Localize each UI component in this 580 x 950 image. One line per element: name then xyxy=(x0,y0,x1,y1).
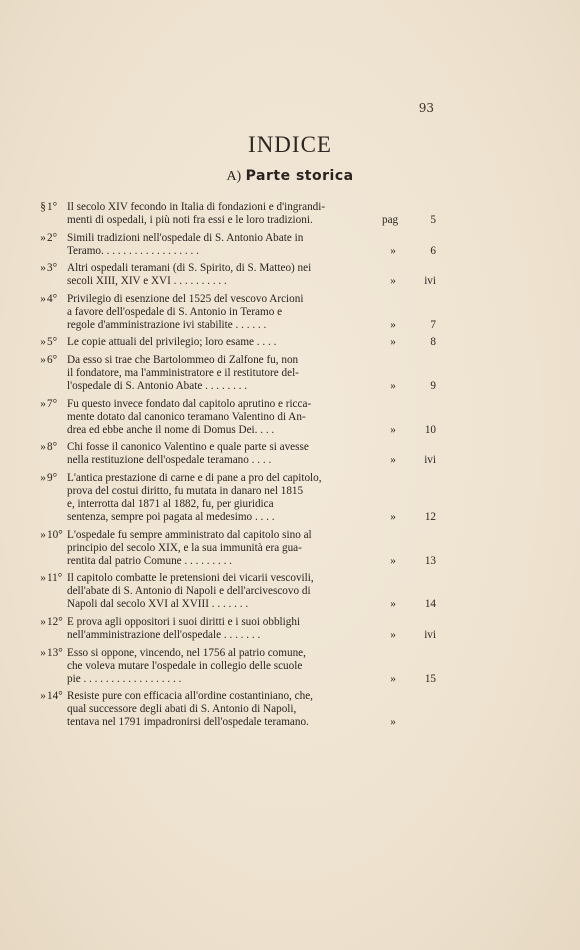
entry-page-number: ivi xyxy=(424,275,436,288)
entry-text: Altri ospedali teramani (di S. Spirito, di S. Matteo) nei xyxy=(67,262,312,275)
entry-number: 8° xyxy=(47,441,58,454)
toc-line xyxy=(36,485,436,498)
toc-line xyxy=(36,690,436,703)
toc-line xyxy=(36,629,436,642)
section-mark: » xyxy=(40,615,46,628)
entry-text: Chi fosse il canonico Valentino e quale parte si avesse xyxy=(67,441,309,454)
table-of-contents xyxy=(36,201,436,734)
entry-text: Esso si oppone, vincendo, nel 1756 al patrio comune, xyxy=(67,646,306,659)
toc-line xyxy=(36,598,436,611)
entry-page-number: 6 xyxy=(430,244,436,257)
entry-text: Resiste pure con efficacia all'ordine costantiniano, che, xyxy=(67,690,313,703)
ditto-mark: » xyxy=(390,275,396,288)
toc-line xyxy=(36,354,436,367)
entry-page-number: 12 xyxy=(424,511,436,524)
toc-line xyxy=(36,398,436,411)
entry-text: a favore dell'ospedale di S. Antonio in Teramo e xyxy=(67,305,283,318)
ditto-mark: » xyxy=(390,318,396,331)
entry-number: 4° xyxy=(47,292,58,305)
toc-line xyxy=(36,703,436,716)
toc-line xyxy=(36,572,436,585)
entry-page-number: 13 xyxy=(424,554,436,567)
entry-text: nella restituzione dell'ospedale teramano . . . . xyxy=(67,454,272,467)
toc-line xyxy=(36,716,436,729)
section-mark: » xyxy=(40,397,46,410)
toc-entry xyxy=(36,572,436,611)
entry-text: che voleva mutare l'ospedale in collegio delle scuole xyxy=(67,659,303,672)
entry-text: Napoli dal secolo XVI al XVIII . . . . . . . xyxy=(67,598,249,611)
ditto-mark: » xyxy=(390,454,396,467)
entry-text: nell'amministrazione dell'ospedale . . . . . . . xyxy=(67,629,261,642)
toc-entry xyxy=(36,647,436,686)
toc-entry xyxy=(36,441,436,467)
ditto-mark: » xyxy=(390,511,396,524)
toc-line xyxy=(36,232,436,245)
toc-line xyxy=(36,555,436,568)
entry-number: 3° xyxy=(47,262,58,275)
entry-text: pie . . . . . . . . . . . . . . . . . . xyxy=(67,672,182,685)
entry-text: menti di ospedali, i più noti fra essi e le loro tradizioni. xyxy=(67,214,313,227)
entry-text: prova del costui diritto, fu mutata in danaro nel 1815 xyxy=(67,484,304,497)
entry-text: qual successore degli abati di S. Antonio di Napoli, xyxy=(67,703,297,716)
entry-number: 5° xyxy=(47,336,58,349)
toc-line xyxy=(36,245,436,258)
toc-line xyxy=(36,647,436,660)
entry-number: 1° xyxy=(47,201,58,213)
entry-number: 7° xyxy=(47,397,58,410)
section-heading xyxy=(0,168,580,185)
toc-line xyxy=(36,214,436,227)
toc-line xyxy=(36,319,436,332)
entry-number: 12° xyxy=(47,615,63,628)
ditto-mark: » xyxy=(390,629,396,642)
entry-text: E prova agli oppositori i suoi diritti e i suoi obblighi xyxy=(67,615,301,628)
toc-entry xyxy=(36,472,436,524)
entry-text: tentava nel 1791 impadronirsi dell'ospedale teramano. xyxy=(67,716,309,729)
section-mark: » xyxy=(40,471,46,484)
entry-page-number: 5 xyxy=(430,214,436,227)
toc-line xyxy=(36,293,436,306)
toc-line xyxy=(36,367,436,380)
entry-page-number: ivi xyxy=(424,629,436,642)
toc-line xyxy=(36,472,436,485)
page-number: 93 xyxy=(418,101,434,115)
toc-line xyxy=(36,201,436,214)
entry-number: 11° xyxy=(47,572,63,585)
toc-line xyxy=(36,306,436,319)
entry-page-number: 15 xyxy=(424,672,436,685)
toc-entry xyxy=(36,398,436,437)
toc-line xyxy=(36,660,436,673)
section-label: Parte storica xyxy=(245,168,354,184)
entry-page-number: 10 xyxy=(424,423,436,436)
toc-line xyxy=(36,585,436,598)
section-mark: » xyxy=(40,231,46,244)
entry-text: l'ospedale di S. Antonio Abate . . . . . . . . xyxy=(67,380,248,393)
section-mark: » xyxy=(40,646,46,659)
entry-text: Simili tradizioni nell'ospedale di S. Antonio Abate in xyxy=(67,231,304,244)
entry-number: 9° xyxy=(47,471,58,484)
toc-entry xyxy=(36,232,436,258)
toc-entry xyxy=(36,336,436,349)
toc-entry xyxy=(36,616,436,642)
entry-text: sentenza, sempre poi pagata al medesimo . . . . xyxy=(67,511,275,524)
section-mark: § xyxy=(40,201,46,213)
section-letter: A) xyxy=(226,169,242,184)
ditto-mark: » xyxy=(390,598,396,611)
toc-entry xyxy=(36,262,436,288)
section-mark: » xyxy=(40,572,46,585)
entry-text: rentita dal patrio Comune . . . . . . . . . xyxy=(67,554,232,567)
section-mark: » xyxy=(40,528,46,541)
toc-line xyxy=(36,616,436,629)
entry-page-number: 8 xyxy=(430,336,436,349)
entry-page-number: 9 xyxy=(430,380,436,393)
section-mark: » xyxy=(40,292,46,305)
ditto-mark: » xyxy=(390,380,396,393)
toc-line xyxy=(36,454,436,467)
entry-text: Privilegio di esenzione del 1525 del vescovo Arcioni xyxy=(67,292,304,305)
entry-text: drea ed ebbe anche il nome di Domus Dei. . . . xyxy=(67,423,275,436)
toc-line xyxy=(36,511,436,524)
entry-text: mente dotato dal canonico teramano Valentino di An- xyxy=(67,410,306,423)
entry-number: 10° xyxy=(47,528,63,541)
toc-line xyxy=(36,542,436,555)
page-title: INDICE xyxy=(248,132,332,157)
toc-line xyxy=(36,424,436,437)
entry-text: Fu questo invece fondato dal capitolo aprutino e ricca- xyxy=(67,397,312,410)
toc-line xyxy=(36,441,436,454)
section-mark: » xyxy=(40,353,46,366)
toc-entry xyxy=(36,690,436,729)
entry-text: secoli XIII, XIV e XVI . . . . . . . . . . xyxy=(67,275,227,288)
entry-text: Teramo. . . . . . . . . . . . . . . . . . xyxy=(67,244,199,257)
entry-text: Le copie attuali del privilegio; loro esame . . . . xyxy=(67,336,277,349)
entry-text: Il secolo XIV fecondo in Italia di fondazioni e d'ingrandi- xyxy=(67,201,326,213)
section-mark: » xyxy=(40,262,46,275)
entry-text: Il capitolo combatte le pretensioni dei vicarii vescovili, xyxy=(67,572,314,585)
toc-entry xyxy=(36,354,436,393)
toc-line xyxy=(36,262,436,275)
ditto-mark: » xyxy=(390,672,396,685)
entry-page-number: 7 xyxy=(430,318,436,331)
toc-entry xyxy=(36,201,436,227)
toc-line xyxy=(36,498,436,511)
entry-page-number: ivi xyxy=(424,454,436,467)
entry-number: 2° xyxy=(47,231,58,244)
entry-text: il fondatore, ma l'amministratore e il restitutore del- xyxy=(67,366,299,379)
entry-text: Da esso si trae che Bartolommeo di Zalfone fu, non xyxy=(67,353,299,366)
entry-number: 14° xyxy=(47,690,63,703)
section-mark: » xyxy=(40,690,46,703)
toc-entry xyxy=(36,293,436,332)
ditto-mark: » xyxy=(390,336,396,349)
ditto-mark: » xyxy=(390,716,396,729)
entry-text: principio del secolo XIX, e la sua immunità era gua- xyxy=(67,541,302,554)
toc-line xyxy=(36,336,436,349)
entry-number: 6° xyxy=(47,353,58,366)
entry-text: regole d'amministrazione ivi stabilite . . . . . . xyxy=(67,318,267,331)
page-label: pag xyxy=(382,214,399,227)
section-mark: » xyxy=(40,441,46,454)
entry-number: 13° xyxy=(47,646,63,659)
ditto-mark: » xyxy=(390,423,396,436)
toc-line xyxy=(36,275,436,288)
toc-line xyxy=(36,529,436,542)
toc-entry xyxy=(36,529,436,568)
entry-text: L'ospedale fu sempre amministrato dal capitolo sino al xyxy=(67,528,312,541)
entry-text: dell'abate di S. Antonio di Napoli e dell'arcivescovo di xyxy=(67,585,311,598)
entry-page-number: 14 xyxy=(424,598,436,611)
ditto-mark: » xyxy=(390,244,396,257)
entry-text: e, interrotta dal 1871 al 1882, fu, per giuridica xyxy=(67,498,274,510)
section-mark: » xyxy=(40,336,46,349)
entry-text: L'antica prestazione di carne e di pane a pro del capitolo, xyxy=(67,471,322,484)
toc-line xyxy=(36,673,436,686)
ditto-mark: » xyxy=(390,554,396,567)
toc-line xyxy=(36,411,436,424)
toc-line xyxy=(36,380,436,393)
